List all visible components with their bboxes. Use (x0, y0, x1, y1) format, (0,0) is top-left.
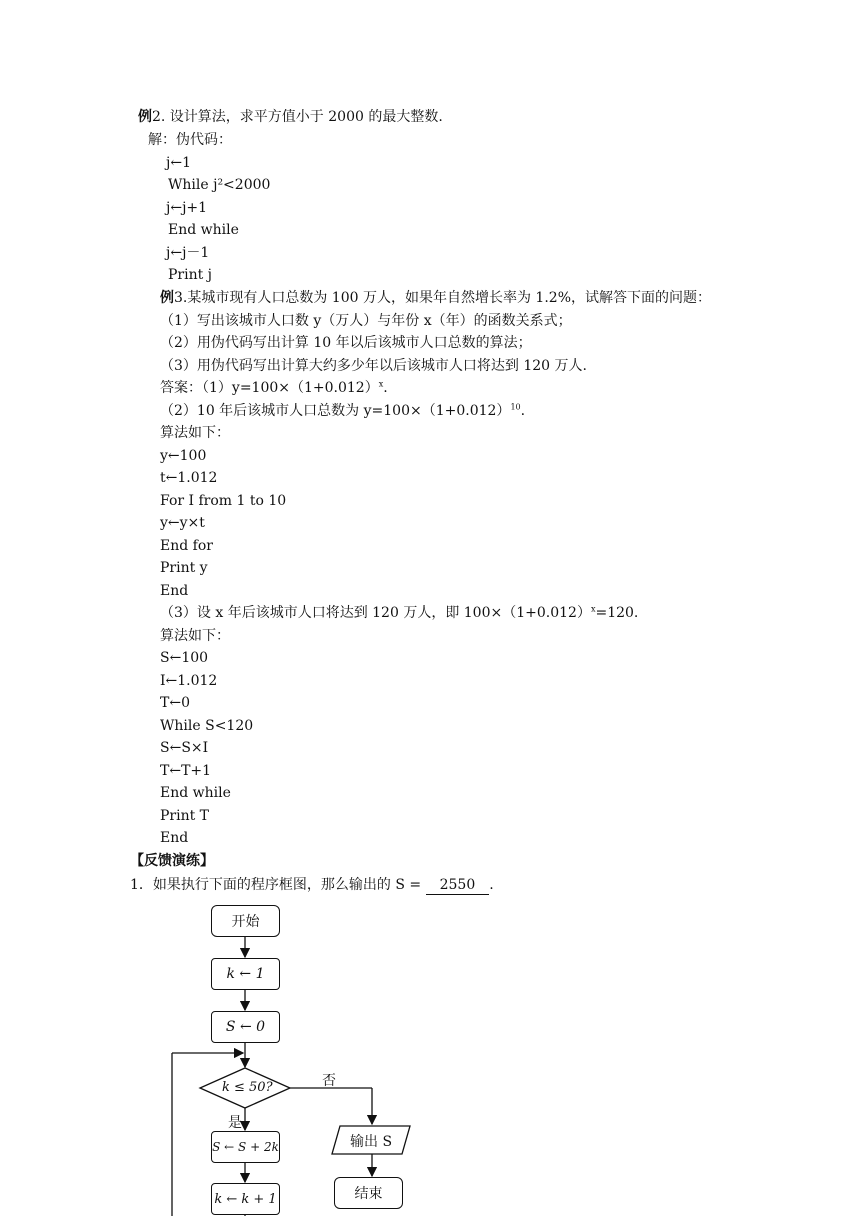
no-label: 否 (322, 1073, 336, 1089)
code-line: S←S×I (160, 740, 209, 756)
algorithm-intro: 算法如下： (160, 628, 230, 644)
code-line: y←100 (160, 448, 207, 464)
yes-label: 是 (228, 1115, 242, 1131)
code-line: t←1.012 (160, 470, 218, 486)
end-node: 结束 (334, 1177, 403, 1209)
code-line: j←1 (166, 155, 191, 171)
code-line: End while (160, 785, 231, 801)
example2-header: 例2. 设计算法，求平方值小于 2000 的最大整数. (138, 109, 443, 125)
example3-a1: 答案：$(1)y=100\times(1+0.012)^x$. (160, 379, 388, 396)
example3-q2: （2）用伪代码写出计算 10 年以后该城市人口总数的算法； (160, 335, 532, 351)
answer-blank: 2550 (426, 876, 490, 895)
code-line: End for (160, 538, 213, 554)
code-line: I←1.012 (160, 673, 218, 689)
code-line: While j²<2000 (168, 177, 271, 193)
output-text: 输出 S (350, 1134, 393, 1150)
code-line: T←0 (160, 695, 190, 711)
update-k-node: k ← k + 1 (211, 1183, 280, 1215)
code-line: End (160, 830, 189, 846)
example-label: 例 (160, 290, 174, 306)
feedback-heading: 【反馈演练】 (130, 853, 214, 869)
code-line: j←j－1 (166, 245, 210, 261)
example3-header: 例3.某城市现有人口总数为 100 万人，如果年自然增长率为 1.2%，试解答下面的问题： (160, 290, 711, 306)
code-line: End (160, 583, 189, 599)
code-line: Print T (160, 808, 210, 824)
code-line: Print j (168, 267, 213, 283)
feedback-question-1: 1．如果执行下面的程序框图，那么输出的 S = 2550 . (130, 877, 494, 893)
code-line: j←j+1 (166, 200, 208, 216)
condition-text: k ≤ 50? (222, 1080, 273, 1095)
example-label: 例 (138, 109, 152, 125)
example2-solution-intro: 解：伪代码： (148, 132, 232, 148)
start-node: 开始 (211, 905, 280, 937)
code-line: y←y×t (160, 515, 205, 531)
algorithm-intro: 算法如下： (160, 425, 230, 441)
s-init-node: S ← 0 (211, 1011, 280, 1043)
k-init-node: k ← 1 (211, 958, 280, 990)
example3-a3: （3）设 x 年后该城市人口将达到 120 万人，即 $100\times(1+0.012)^x=120$. (160, 604, 639, 621)
example3-a2: （2）10 年后该城市人口总数为 $y=100\times(1+0.012)^{10}$. (160, 402, 526, 419)
code-line: T←T+1 (160, 763, 212, 779)
code-line: End while (168, 222, 239, 238)
code-line: For I from 1 to 10 (160, 493, 287, 509)
update-s-node: S ← S + 2k (211, 1131, 280, 1163)
code-line: Print y (160, 560, 208, 576)
example3-q1: （1）写出该城市人口数 y（万人）与年份 x（年）的函数关系式； (160, 313, 572, 329)
code-line: S←100 (160, 650, 209, 666)
code-line: While S<120 (160, 718, 254, 734)
example3-q3: （3）用伪代码写出计算大约多少年以后该城市人口将达到 120 万人. (160, 358, 587, 374)
